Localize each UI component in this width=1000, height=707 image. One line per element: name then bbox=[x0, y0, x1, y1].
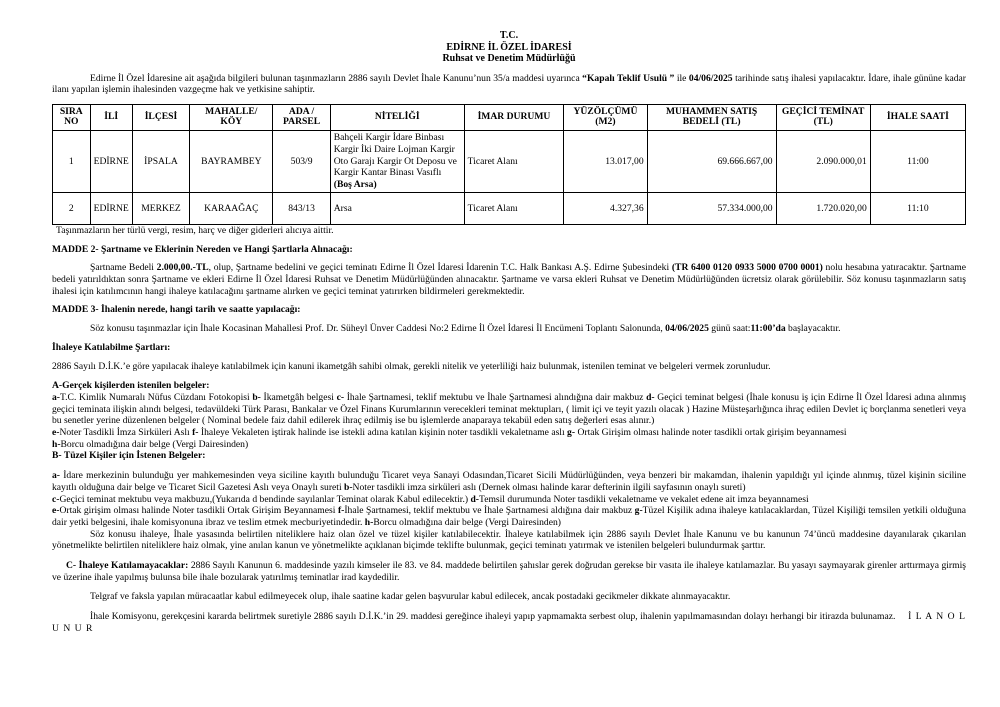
madde2-text-2: , olup, Şartname bedelini ve geçici teminatı Edirne İl Özel İdaresi İdarenin T.C. Halk Bankası A.Ş. Edirne Şubesindeki bbox=[208, 262, 672, 274]
item-text: İkametgâh belgesi bbox=[260, 391, 337, 403]
madde3-title: MADDE 3- İhalenin nerede, hangi tarih ve saatte yapılacağı: bbox=[52, 304, 301, 316]
tuzel-paragraph bbox=[52, 470, 966, 529]
item-text: Ortak Girişim olması halinde noter tasdikli ortak girişim beyannamesi bbox=[575, 427, 847, 439]
cell-yuzolcumu: 4.327,36 bbox=[564, 192, 647, 224]
item-text: T.C. Kimlik Numaralı Nüfus Cüzdanı Fotokopisi bbox=[60, 391, 253, 403]
col-header-yuzolcumu: YÜZÖLÇÜMÜ (M2) bbox=[564, 104, 647, 130]
item-text: Geçici teminat belgesi (İhale konusu iş için Edirne İl Özel İdaresi adına alınmış geçici teminata ilişkin alındı belgesi, tedavüldeki Türk Parası, Bankalar ve Özel Finans Kurumlarının verecekleri teminat mektupları, ( limit içi ve teyit yazılı olacak ) Hazine Müsteşarlığınca ihraç edilen Devlet iç borçlanma senetleri veya bu senetler yerine düzenlenen belgeler ( Nominal bedele faiz dahil edilerek ihraç edilmiş ise bu işlemlerde anaparaya tekabül eden satış değerleri esas alınır.) bbox=[52, 391, 967, 427]
header-institution: EDİRNE İL ÖZEL İDARESİ bbox=[446, 41, 572, 53]
item-marker: c- bbox=[52, 493, 60, 505]
item-marker: a- bbox=[52, 391, 60, 403]
cell-saat: 11:00 bbox=[870, 130, 965, 192]
cell-ada: 503/9 bbox=[273, 130, 330, 192]
cell-ilce: MERKEZ bbox=[132, 192, 189, 224]
cell-teminat: 2.090.000,01 bbox=[776, 130, 870, 192]
cell-mahalle: BAYRAMBEY bbox=[190, 130, 273, 192]
intro-date: 04/06/2025 bbox=[688, 72, 733, 84]
col-header-ada: ADA / PARSEL bbox=[273, 104, 330, 130]
item-marker: g- bbox=[567, 427, 576, 439]
madde2-title: MADDE 2- Şartname ve Eklerinin Nereden ve Hangi Şartlarla Alınacağı: bbox=[52, 243, 353, 255]
cell-nitelik: Arsa bbox=[330, 192, 464, 224]
item-marker: d- bbox=[470, 493, 479, 505]
ihale-time: 11:00’da bbox=[750, 323, 786, 335]
table-row bbox=[53, 192, 966, 224]
cell-bedel: 69.666.667,00 bbox=[647, 130, 776, 192]
katilim-paragraph: 2886 Sayılı D.İ.K.’e göre yapılacak ihaleye katılabilmek için kanuni ikametgâh sahibi olmak, gerekli nitelik ve yeterliliği haiz bulunmak, istenilen teminat ve belgeleri vermek zorunludur. bbox=[52, 360, 771, 372]
col-header-nitelik: NİTELİĞİ bbox=[330, 104, 464, 130]
katilim-title: İhaleye Katılabilme Şartları: bbox=[52, 341, 171, 353]
intro-method: “Kapalı Teklif Usulü ” bbox=[582, 72, 675, 84]
cell-teminat: 1.720.020,00 bbox=[776, 192, 870, 224]
iban-number: (TR 6400 0120 0933 5000 0700 0001) bbox=[671, 262, 823, 274]
col-header-mahalle: MAHALLE/ KÖY bbox=[190, 104, 273, 130]
item-marker: g- bbox=[634, 505, 643, 517]
col-header-imar: İMAR DURUMU bbox=[464, 104, 564, 130]
table-note: Taşınmazların her türlü vergi, resim, harç ve diğer giderleri alıcıya aittir. bbox=[56, 224, 334, 236]
col-header-ilce: İLÇESİ bbox=[132, 104, 189, 130]
sartname-bedeli: 2.000,00.-TL bbox=[156, 262, 209, 274]
item-text: İhaleye Vekaleten iştirak halinde ise istekli adına katılan kişinin noter tasdikli vekaletname aslı bbox=[198, 427, 568, 439]
table-header-row bbox=[53, 104, 966, 130]
cell-mahalle: KARAAĞAÇ bbox=[190, 192, 273, 224]
madde3-paragraph bbox=[52, 323, 966, 335]
tuzel-closing-paragraph: Söz konusu ihaleye, İhale yasasında belirtilen niteliklere haiz olan özel ve tüzel kişiler katılabilecektir. İhaleye katılabilmek için 2886 sayılı Devlet İhale Kanunu ve bu kanunun 74’üncü maddesine dayanılarak çıkarılan yönetmelikte belirtilen niteliklere haiz olmak, yine anılan kanun ve yönetmelikte açıklanan biçimde teklifte bulunmak, geçici teminatı yatırmak ve istenilen belgeleri bulundurmak şarttır. bbox=[52, 528, 966, 552]
col-header-bedel: MUHAMMEN SATIŞ BEDELİ (TL) bbox=[647, 104, 776, 130]
item-marker: h- bbox=[52, 438, 61, 450]
item-text: İhale Şartnamesi, teklif mektubu ve İhale Şartnamesi aldığına dair makbuz bbox=[344, 505, 635, 517]
katilamayacak-title: C- İhaleye Katılamayacaklar: bbox=[66, 560, 189, 572]
closing-paragraph-2 bbox=[52, 611, 966, 634]
item-marker: b- bbox=[344, 481, 353, 493]
madde3-text-3: başlayacaktır. bbox=[785, 323, 841, 335]
item-text: Borcu olmadığına dair belge (Vergi Dairesinden) bbox=[373, 516, 561, 528]
cell-no: 1 bbox=[53, 130, 91, 192]
intro-text-3: tarihinde satış ihalesi yapılacaktır. İdare, ihale gününe kadar ilanı yapılan işlemin ihalesinden vazgeçme hak ve yetkisine sahiptir. bbox=[52, 72, 966, 96]
cell-ilce: İPSALA bbox=[132, 130, 189, 192]
madde2-text-3: nolu hesabına yatıracaktır. Şartname bedeli yatırıldıktan sonra Şartname ve ekleri Edirne İl Özel İdaresi Ruhsat ve Denetim Müdürlüğünden alınacaktır. Şartname ve varsa ekleri Ruhsat ve Denetim Müdürlüğünden ücretsiz olarak görülebilir. Söz konusu taşınmazların satış ihalesi için katılımcının hangi ihaleye katılacağını şartname alırken ve geçici teminat yatırırken bildirmeleri gerekmektedir. bbox=[52, 262, 967, 297]
item-text: Geçici teminat mektubu veya makbuzu,(Yukarıda d bendinde sayılanlar Teminat olarak Kabul edilecektir.) bbox=[59, 493, 471, 505]
madde3-text-2: günü saat: bbox=[708, 323, 751, 335]
item-marker: h- bbox=[364, 516, 374, 528]
table-row bbox=[53, 130, 966, 192]
item-text: Temsil durumunda Noter tasdikli vekaletname ve vekalet edene ait imza beyannamesi bbox=[479, 493, 809, 505]
col-header-teminat: GEÇİCİ TEMİNAT (TL) bbox=[776, 104, 870, 130]
item-marker: a- bbox=[52, 470, 60, 482]
cell-il: EDİRNE bbox=[90, 130, 132, 192]
katilamayacak-text: 2886 Sayılı Kanunun 6. maddesinde yazılı kimseler ile 83. ve 84. maddede belirtilen şahıslar gerek doğrudan gerekse bir vasıta ile ihaleye katılamazlar. Bu yasayı saymayarak girenler arttırmaya girmiş ve üzerine ihale yapılmış bulunsa bile ihale bozularak yatırılmış teminatlar irad kaydedilir. bbox=[52, 560, 966, 583]
cell-bedel: 57.334.000,00 bbox=[647, 192, 776, 224]
item-text: Noter Tasdikli İmza Sirküleri Aslı bbox=[59, 427, 193, 439]
ilan-olunur: İ L A N O L U N U R bbox=[52, 611, 967, 634]
item-marker: d- bbox=[646, 391, 655, 403]
closing-text: İhale Komisyonu, gerekçesini kararda belirtmek suretiyle 2886 sayılı D.İ.K.’in 29. maddesi gereğince ihaleyi yapıp yapmamakta serbest olup, ihalenin yapılmamasından dolayı herhangi bir itirazda bulunamaz. bbox=[90, 611, 896, 623]
col-header-il: İLİ bbox=[90, 104, 132, 130]
gercek-paragraph bbox=[52, 392, 966, 451]
item-marker: b- bbox=[252, 391, 261, 403]
cell-no: 2 bbox=[53, 192, 91, 224]
cell-nitelik-text: Bahçeli Kargir İdare Binbası Kargir İki Daire Lojman Kargir Oto Garajı Kargir Ot Deposu ve Kargir Kantar Binası Vasıflı bbox=[333, 132, 457, 179]
ihale-date: 04/06/2025 bbox=[665, 323, 709, 335]
item-marker: e- bbox=[52, 427, 60, 439]
madde2-text-1: Şartname Bedeli bbox=[90, 262, 157, 274]
item-marker: e- bbox=[52, 505, 60, 517]
cell-imar: Ticaret Alanı bbox=[464, 192, 564, 224]
cell-ada: 843/13 bbox=[273, 192, 330, 224]
header-tc: T.C. bbox=[499, 30, 519, 41]
cell-nitelik-bold: (Boş Arsa) bbox=[333, 178, 377, 190]
madde3-text-1: Söz konusu taşınmazlar için İhale Kocasinan Mahallesi Prof. Dr. Süheyl Ünver Caddesi No:2 Edirne İl Özel İdaresi İl Encümeni Toplantı Salonunda, bbox=[90, 323, 666, 335]
intro-text-1: Edirne İl Özel İdaresine ait aşağıda bilgileri bulunan taşınmazların 2886 sayılı Devlet İhale Kanunu’nun 35/a maddesi uyarınca bbox=[90, 72, 583, 84]
gercek-title: A-Gerçek kişilerden istenilen belgeler: bbox=[52, 380, 210, 392]
item-marker: f- bbox=[337, 505, 345, 517]
cell-saat: 11:10 bbox=[870, 192, 965, 224]
cell-yuzolcumu: 13.017,00 bbox=[564, 130, 647, 192]
header-department: Ruhsat ve Denetim Müdürlüğü bbox=[442, 53, 576, 64]
closing-paragraph-1: Telgraf ve faksla yapılan müracaatlar kabul edilmeyecek olup, ihale saatine kadar gelen başvurular kabul edilecek, ancak postadaki gecikmeler dikkate alınmayacaktır. bbox=[90, 591, 731, 603]
madde2-paragraph bbox=[52, 262, 966, 297]
item-text: Borcu olmadığına dair belge (Vergi Dairesinden) bbox=[60, 438, 249, 450]
cell-il: EDİRNE bbox=[90, 192, 132, 224]
item-text: İdare merkezinin bulunduğu yer mahkemesinden veya siciline kayıtlı bulunduğu Ticaret veya Sanayi Odasından,Ticaret Sicili Müdürlüğünden, veya benzeri bir makamdan, ihalenin yapıldığı yıl içinde alınmış, tüzel kişinin siciline kayıtlı olduğuna dair belge ve Ticaret Sicil Gazetesi Aslı veya Onaylı sureti bbox=[52, 470, 966, 493]
document-header bbox=[52, 30, 966, 65]
col-header-saat: İHALE SAATİ bbox=[870, 104, 965, 130]
cell-nitelik bbox=[330, 130, 464, 192]
item-text: Tüzel Kişilik adına ihaleye katılacaklardan, Tüzel Kişiliği temsilen yetkili olduğuna dair yetki belgesini, ihale komisyonuna ibraz ve teslim etmek mecburiyetindedir. bbox=[52, 505, 966, 528]
property-table bbox=[52, 104, 966, 225]
intro-text-2: ile bbox=[674, 72, 689, 84]
item-text: Ortak girişim olması halinde Noter tasdikli Ortak Girişim Beyannamesi bbox=[59, 505, 338, 517]
intro-paragraph bbox=[52, 73, 966, 96]
tuzel-title: B- Tüzel Kişiler için İstenen Belgeler: bbox=[52, 450, 206, 462]
katilamayacak-paragraph bbox=[52, 560, 966, 583]
cell-imar: Ticaret Alanı bbox=[464, 130, 564, 192]
item-marker: c- bbox=[336, 391, 345, 403]
item-text: İhale Şartnamesi, teklif mektubu ve İhale Şartnamesi alındığına dair makbuz bbox=[344, 391, 647, 403]
item-marker: f- bbox=[192, 427, 199, 439]
col-header-sira: SIRA NO bbox=[53, 104, 91, 130]
item-text: Noter tasdikli imza sirküleri aslı (Dernek olması halinde karar defterinin ilgili sayfasının onaylı sureti) bbox=[352, 481, 746, 493]
